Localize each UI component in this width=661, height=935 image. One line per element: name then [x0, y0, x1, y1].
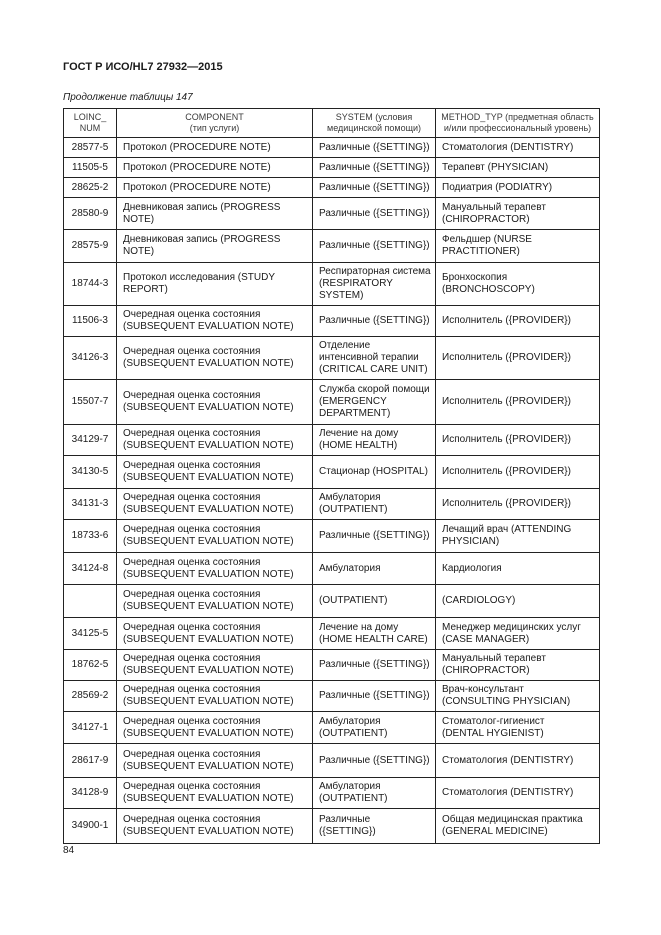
cell-method: Бронхоскопия (BRONCHOSCOPY)	[436, 263, 600, 306]
cell-loinc: 18733-6	[64, 520, 117, 553]
cell-loinc: 28617-9	[64, 744, 117, 778]
cell-system: (OUTPATIENT)	[313, 585, 436, 618]
cell-loinc: 34129-7	[64, 425, 117, 456]
cell-method: Исполнитель ({PROVIDER})	[436, 306, 600, 337]
cell-method: Лечащий врач (ATTENDING PHYSICIAN)	[436, 520, 600, 553]
cell-component: Очередная оценка состояния (SUBSEQUENT EVALUATION NOTE)	[117, 425, 313, 456]
table-row	[64, 198, 600, 230]
cell-method: Мануальный терапевт (CHIROPRACTOR)	[436, 198, 600, 230]
cell-method: Исполнитель ({PROVIDER})	[436, 489, 600, 520]
cell-method: (CARDIOLOGY)	[436, 585, 600, 618]
cell-loinc: 34128-9	[64, 778, 117, 809]
cell-component: Очередная оценка состояния (SUBSEQUENT EVALUATION NOTE)	[117, 456, 313, 489]
table-row	[64, 744, 600, 778]
cell-system: Различные ({SETTING})	[313, 681, 436, 712]
cell-loinc: 34130-5	[64, 456, 117, 489]
table-row	[64, 306, 600, 337]
cell-loinc: 34126-3	[64, 337, 117, 380]
cell-component: Очередная оценка состояния (SUBSEQUENT EVALUATION NOTE)	[117, 712, 313, 744]
cell-loinc: 18744-3	[64, 263, 117, 306]
cell-component: Очередная оценка состояния (SUBSEQUENT EVALUATION NOTE)	[117, 520, 313, 553]
table-caption: Продолжение таблицы 147	[63, 92, 193, 103]
cell-system: Амбулатория	[313, 553, 436, 585]
cell-system: Лечение на дому (HOME HEALTH)	[313, 425, 436, 456]
table-row	[64, 456, 600, 489]
cell-component: Очередная оценка состояния (SUBSEQUENT EVALUATION NOTE)	[117, 585, 313, 618]
cell-method: Мануальный терапевт (CHIROPRACTOR)	[436, 650, 600, 681]
header-method: METHOD_TYP (предметная область и/или профессиональный уровень)	[436, 109, 600, 138]
cell-component: Очередная оценка состояния (SUBSEQUENT EVALUATION NOTE)	[117, 553, 313, 585]
cell-loinc: 28575-9	[64, 230, 117, 263]
table-row	[64, 337, 600, 380]
cell-component: Очередная оценка состояния (SUBSEQUENT EVALUATION NOTE)	[117, 778, 313, 809]
cell-system: Лечение на дому (HOME HEALTH CARE)	[313, 618, 436, 650]
header-component: COMPONENT (тип услуги)	[117, 109, 313, 138]
cell-component: Очередная оценка состояния (SUBSEQUENT EVALUATION NOTE)	[117, 681, 313, 712]
page-number: 84	[63, 845, 75, 856]
table-row	[64, 158, 600, 178]
table-row	[64, 489, 600, 520]
cell-system: Различные ({SETTING})	[313, 158, 436, 178]
cell-loinc: 34127-1	[64, 712, 117, 744]
cell-loinc: 28569-2	[64, 681, 117, 712]
cell-method: Менеджер медицинских услуг (CASE MANAGER)	[436, 618, 600, 650]
cell-method: Фельдшер (NURSE PRACTITIONER)	[436, 230, 600, 263]
table-row	[64, 585, 600, 618]
cell-system: Амбулатория (OUTPATIENT)	[313, 489, 436, 520]
cell-loinc: 11506-3	[64, 306, 117, 337]
cell-loinc: 34900-1	[64, 809, 117, 844]
table-row	[64, 681, 600, 712]
table-row	[64, 520, 600, 553]
cell-loinc: 11505-5	[64, 158, 117, 178]
cell-loinc: 28625-2	[64, 178, 117, 198]
cell-component: Очередная оценка состояния (SUBSEQUENT EVALUATION NOTE)	[117, 306, 313, 337]
cell-system: Амбулатория (OUTPATIENT)	[313, 712, 436, 744]
table-row	[64, 778, 600, 809]
cell-system: Различные ({SETTING})	[313, 744, 436, 778]
cell-loinc: 28580-9	[64, 198, 117, 230]
cell-method: Терапевт (PHYSICIAN)	[436, 158, 600, 178]
cell-system: Отделение интенсивной терапии (CRITICAL CARE UNIT)	[313, 337, 436, 380]
cell-component: Очередная оценка состояния (SUBSEQUENT EVALUATION NOTE)	[117, 337, 313, 380]
header-row	[64, 109, 600, 138]
cell-method: Стоматология (DENTISTRY)	[436, 744, 600, 778]
header-loinc: LOINC_ NUM	[64, 109, 117, 138]
table-row	[64, 263, 600, 306]
cell-system: Амбулатория (OUTPATIENT)	[313, 778, 436, 809]
cell-loinc	[64, 585, 117, 618]
cell-loinc: 34131-3	[64, 489, 117, 520]
cell-component: Протокол (PROCEDURE NOTE)	[117, 158, 313, 178]
table-row	[64, 618, 600, 650]
cell-method: Исполнитель ({PROVIDER})	[436, 425, 600, 456]
cell-loinc: 34124-8	[64, 553, 117, 585]
cell-component: Очередная оценка состояния (SUBSEQUENT EVALUATION NOTE)	[117, 650, 313, 681]
cell-component: Очередная оценка состояния (SUBSEQUENT EVALUATION NOTE)	[117, 380, 313, 425]
table-row	[64, 712, 600, 744]
cell-system: Различные ({SETTING})	[313, 198, 436, 230]
cell-method: Общая медицинская практика (GENERAL MEDICINE)	[436, 809, 600, 844]
cell-system: Служба скорой помощи (EMERGENCY DEPARTMENT)	[313, 380, 436, 425]
cell-method: Кардиология	[436, 553, 600, 585]
cell-component: Протокол (PROCEDURE NOTE)	[117, 138, 313, 158]
table-row	[64, 230, 600, 263]
cell-system: Различные ({SETTING})	[313, 306, 436, 337]
cell-method: Подиатрия (PODIATRY)	[436, 178, 600, 198]
cell-component: Очередная оценка состояния (SUBSEQUENT EVALUATION NOTE)	[117, 489, 313, 520]
table-row	[64, 650, 600, 681]
document-title: ГОСТ Р ИСО/HL7 27932—2015	[63, 61, 223, 73]
cell-component: Очередная оценка состояния (SUBSEQUENT EVALUATION NOTE)	[117, 809, 313, 844]
cell-loinc: 18762-5	[64, 650, 117, 681]
data-table	[63, 108, 600, 844]
cell-loinc: 28577-5	[64, 138, 117, 158]
cell-method: Исполнитель ({PROVIDER})	[436, 380, 600, 425]
cell-method: Врач-консультант (CONSULTING PHYSICIAN)	[436, 681, 600, 712]
cell-component: Дневниковая запись (PROGRESS NOTE)	[117, 230, 313, 263]
cell-component: Протокол (PROCEDURE NOTE)	[117, 178, 313, 198]
cell-component: Очередная оценка состояния (SUBSEQUENT EVALUATION NOTE)	[117, 744, 313, 778]
cell-method: Стоматология (DENTISTRY)	[436, 778, 600, 809]
cell-method: Стоматолог-гигиенист (DENTAL HYGIENIST)	[436, 712, 600, 744]
table-container	[63, 108, 599, 844]
cell-system: Различные ({SETTING})	[313, 809, 436, 844]
cell-system: Различные ({SETTING})	[313, 138, 436, 158]
table-header	[64, 109, 600, 138]
table-row	[64, 380, 600, 425]
table-row	[64, 138, 600, 158]
table-row	[64, 178, 600, 198]
table-row	[64, 553, 600, 585]
table-body	[64, 138, 600, 844]
cell-system: Различные ({SETTING})	[313, 650, 436, 681]
cell-component: Протокол исследования (STUDY REPORT)	[117, 263, 313, 306]
cell-method: Исполнитель ({PROVIDER})	[436, 337, 600, 380]
cell-loinc: 34125-5	[64, 618, 117, 650]
cell-system: Различные ({SETTING})	[313, 178, 436, 198]
cell-method: Стоматология (DENTISTRY)	[436, 138, 600, 158]
header-system: SYSTEM (условия медицинской помощи)	[313, 109, 436, 138]
cell-component: Дневниковая запись (PROGRESS NOTE)	[117, 198, 313, 230]
table-row	[64, 425, 600, 456]
cell-system: Различные ({SETTING})	[313, 520, 436, 553]
cell-loinc: 15507-7	[64, 380, 117, 425]
cell-system: Различные ({SETTING})	[313, 230, 436, 263]
table-row	[64, 809, 600, 844]
cell-system: Стационар (HOSPITAL)	[313, 456, 436, 489]
cell-system: Респираторная система (RESPIRATORY SYSTEM)	[313, 263, 436, 306]
cell-method: Исполнитель ({PROVIDER})	[436, 456, 600, 489]
cell-component: Очередная оценка состояния (SUBSEQUENT EVALUATION NOTE)	[117, 618, 313, 650]
